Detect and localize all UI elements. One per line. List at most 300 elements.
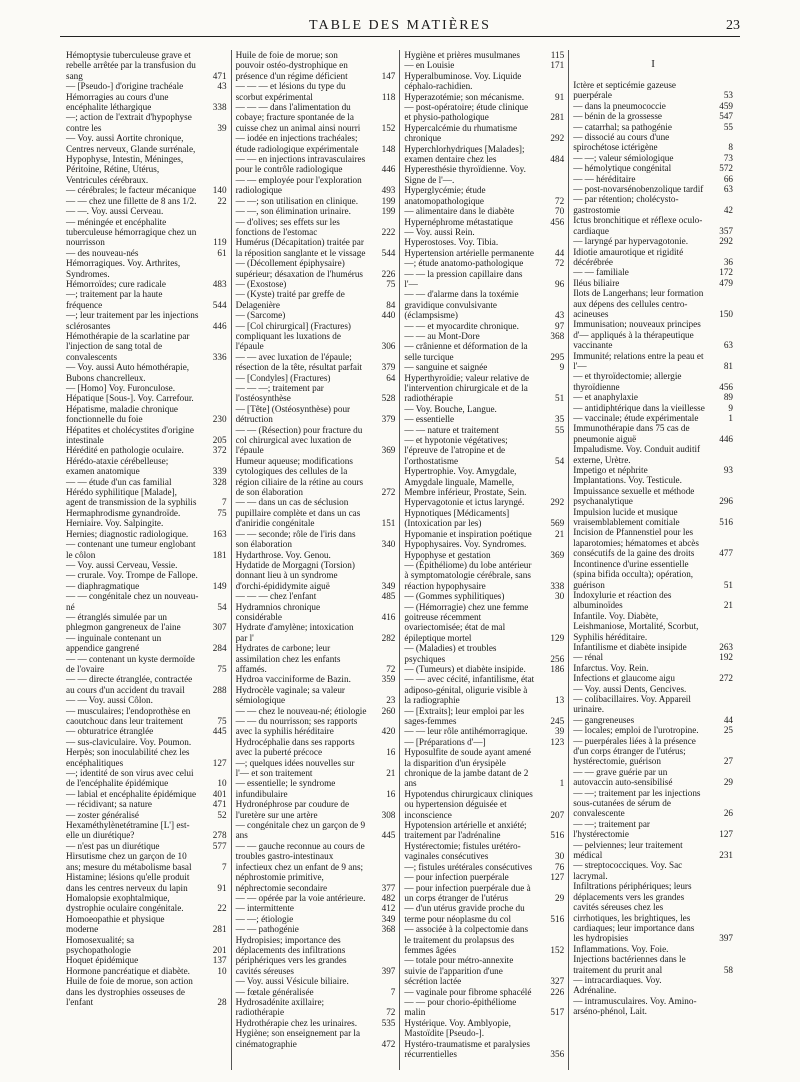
entry-term: — et anaphylaxie xyxy=(573,392,638,403)
entry-page: 70 xyxy=(555,206,565,217)
index-entry xyxy=(404,50,564,60)
entry-term: — intracardiaques. Voy. Adrénaline. xyxy=(573,974,662,996)
index-entry xyxy=(66,914,227,935)
index-entry xyxy=(66,695,227,705)
entry-term: Herniaire. Voy. Salpingite. xyxy=(66,518,164,529)
entry-page: 471 xyxy=(212,799,227,810)
entry-page: 272 xyxy=(719,673,733,684)
entry-page: 516 xyxy=(550,830,565,841)
index-entry xyxy=(404,560,564,591)
entry-term: — — la pression capillaire dans l'— xyxy=(404,268,523,289)
entry-term: — — pour chorio-épithéliome malin xyxy=(404,996,517,1018)
entry-term: — — avec cécité, infantilisme, état adiposo-génital, oligurie visible à la radiographie xyxy=(404,674,535,706)
index-entry xyxy=(573,132,733,153)
entry-term: Idiotie amaurotique et rigidité décérébrée xyxy=(573,246,684,267)
entry-page: 349 xyxy=(381,580,396,591)
index-column-2 xyxy=(231,50,400,1070)
entry-term: — (Hémorragie) chez une femme goitreuse récemment ovariectomisée; état de mal épileptique mortel xyxy=(404,601,529,643)
index-entry xyxy=(66,529,227,539)
index-entry xyxy=(66,206,227,216)
index-entry xyxy=(66,633,227,654)
entry-term: — — seconde; rôle de l'iris dans son élaboration xyxy=(235,528,356,550)
index-entry xyxy=(573,767,733,788)
index-entry xyxy=(236,560,396,591)
entry-page: 1 xyxy=(728,413,733,423)
entry-page: 397 xyxy=(719,933,733,944)
entry-term: Homosexualité; sa psychopathologie xyxy=(66,934,135,955)
entry-page: 35 xyxy=(555,414,565,425)
entry-page: 96 xyxy=(555,278,565,289)
entry-page: 42 xyxy=(723,204,733,215)
index-column-4 xyxy=(568,50,737,1070)
index-entry xyxy=(236,133,396,154)
index-entry xyxy=(404,289,564,320)
entry-term: — pour infection puerpérale xyxy=(404,872,509,883)
index-entry xyxy=(573,278,733,288)
index-entry xyxy=(66,81,227,91)
index-entry xyxy=(404,903,564,924)
entry-term: Ilots de Langerhans; leur formation aux dépens des cellules centro-acineuses xyxy=(573,288,704,319)
entry-page: 260 xyxy=(381,705,396,716)
index-entry xyxy=(66,477,227,487)
entry-term: Hypervagotonie et ictus laryngé. xyxy=(404,497,525,508)
entry-term: — —. Voy. aussi Cerveau. xyxy=(66,206,164,217)
entry-term: —; fistules urétérales consécutives xyxy=(404,861,533,872)
entry-page: 544 xyxy=(381,247,396,258)
index-entry xyxy=(236,591,396,601)
entry-page: 151 xyxy=(381,518,396,529)
index-entry xyxy=(66,487,227,508)
entry-page: 27 xyxy=(723,756,733,767)
entry-page: 416 xyxy=(381,611,396,622)
index-entry xyxy=(236,321,396,352)
index-entry xyxy=(236,425,396,456)
entry-term: — — héréditaire xyxy=(573,173,636,184)
entry-page: 284 xyxy=(212,643,227,654)
entry-term: Indoxylurie et réaction des albuminoïdes xyxy=(573,589,672,611)
index-entry xyxy=(404,674,564,705)
entry-page: 72 xyxy=(555,195,565,206)
entry-page: 25 xyxy=(723,725,733,736)
entry-term: — — chez le nouveau-né; étiologie xyxy=(235,705,367,716)
entry-page: 306 xyxy=(381,341,396,352)
index-entry xyxy=(236,841,396,893)
entry-term: — (Sarcome) xyxy=(235,310,286,321)
entry-term: Ictère et septicémie gazeuse puerpérale xyxy=(573,80,676,101)
entry-page: 263 xyxy=(719,641,733,652)
index-entry xyxy=(236,914,396,924)
entry-term: — Voy. aussi Rein. xyxy=(404,226,475,237)
index-entry xyxy=(573,184,733,194)
entry-page: 54 xyxy=(217,601,227,612)
index-entry xyxy=(236,820,396,841)
entry-page: 29 xyxy=(555,892,565,903)
entry-page: 245 xyxy=(550,716,565,726)
entry-page: 577 xyxy=(212,840,227,851)
entry-page: 51 xyxy=(723,579,733,590)
entry-term: Hydrates de carbone; leur assimilation chez les enfants affamés. xyxy=(235,643,341,674)
index-entry xyxy=(236,456,396,498)
entry-page: 39 xyxy=(217,122,227,133)
index-entry xyxy=(573,392,733,402)
index-entry xyxy=(66,185,227,195)
entry-term: Implantations. Voy. Testicule. xyxy=(573,475,682,486)
index-entry xyxy=(404,664,564,674)
entry-term: — [Col chirurgical] (Fractures) compliquant les luxations de l'épaule xyxy=(235,320,351,352)
entry-term: — Voy. aussi Vésicule biliaire. xyxy=(235,976,349,987)
entry-term: Hémoptysie tuberculeuse grave et rebelle arrêtée par la transfusion du sang xyxy=(66,50,196,81)
entry-page: 89 xyxy=(723,392,733,403)
index-entry xyxy=(573,247,733,268)
index-entry xyxy=(573,788,733,819)
index-entry xyxy=(236,674,396,684)
entry-page: 22 xyxy=(217,903,227,914)
entry-term: Huile de foie de morue; son pouvoir ostéo-dystrophique en présence d'un régime déficient xyxy=(235,50,348,81)
entry-term: — obturatrice étranglée xyxy=(66,726,154,737)
entry-term: — — directe étranglée, contractée au cours d'un accident du travail xyxy=(66,674,193,695)
page-number: 23 xyxy=(726,18,740,33)
entry-page: 137 xyxy=(212,955,227,966)
entry-term: Hydrate d'amylène; intoxication par l' xyxy=(235,622,354,643)
index-entry xyxy=(66,612,227,633)
entry-term: Hyperglycémie; étude anatomopathologique xyxy=(404,185,486,206)
entry-term: Hernies; diagnostic radiologique. xyxy=(66,528,189,539)
entry-page: 459 xyxy=(719,100,733,111)
entry-term: — d'un utérus gravide proche du terme pour néoplasme du col xyxy=(404,903,525,924)
entry-term: — diaphragmatique xyxy=(66,580,140,591)
index-entry xyxy=(404,924,564,955)
entry-page: 328 xyxy=(212,476,227,487)
index-entry xyxy=(573,465,733,475)
index-entry xyxy=(236,279,396,289)
entry-term: — —; étiologie xyxy=(235,913,294,924)
index-entry xyxy=(404,747,564,789)
entry-term: Hypotendus chirurgicaux cliniques ou hypertension déguisée et inconscience xyxy=(404,788,533,820)
entry-term: — des nouveau-nés xyxy=(66,247,139,258)
entry-term: — [Condyles] (Fractures) xyxy=(235,372,331,383)
index-entry xyxy=(573,174,733,184)
entry-term: Hygiène; son enseignement par la cinématographie xyxy=(235,1028,361,1049)
entry-term: Hydrothérapie chez les urinaires. xyxy=(235,1017,357,1028)
index-entry xyxy=(573,486,733,507)
entry-page: 359 xyxy=(381,674,396,685)
index-entry xyxy=(236,217,396,238)
index-entry xyxy=(236,935,396,977)
entry-page: 379 xyxy=(381,414,396,425)
entry-term: Infantile. Voy. Diabète, Leishmaniose, Mortalité, Scorbut, Syphilis héréditaire. xyxy=(573,610,699,642)
entry-page: 482 xyxy=(381,892,396,903)
index-entry xyxy=(66,570,227,580)
index-entry xyxy=(66,820,227,841)
entry-term: Immunité; relations entre la peau et l'— xyxy=(573,350,704,371)
entry-term: Hyperostoses. Voy. Tibia. xyxy=(404,237,499,248)
index-entry xyxy=(404,144,564,165)
entry-term: — (Maladies) et troubles psychiques xyxy=(404,643,497,664)
entry-term: Hydropisies; importance des déplacements des infiltrations périphériques vers les grandes cavités séreuses xyxy=(235,934,347,976)
entry-term: Hermaphrodisme gynandroïde. xyxy=(66,507,181,518)
index-entry xyxy=(573,975,733,996)
section-letter: I xyxy=(651,58,655,70)
entry-page: 338 xyxy=(550,580,565,591)
entry-page: 43 xyxy=(555,310,565,321)
entry-page: 368 xyxy=(550,330,565,341)
entry-page: 479 xyxy=(719,277,733,288)
index-entry xyxy=(66,841,227,851)
index-entry xyxy=(66,425,227,446)
entry-term: — étranglés simulée par un phlegmon gangreneux de l'aine xyxy=(66,611,181,633)
entry-page: 231 xyxy=(719,850,733,861)
index-entry xyxy=(404,123,564,144)
index-entry xyxy=(236,258,396,279)
index-entry xyxy=(404,206,564,216)
entry-page: 44 xyxy=(723,714,733,725)
index-entry xyxy=(573,80,733,101)
entry-page: 123 xyxy=(550,736,565,747)
entry-page: 91 xyxy=(217,882,227,893)
index-entry xyxy=(236,352,396,373)
index-entry xyxy=(66,955,227,965)
entry-page: 357 xyxy=(719,225,733,236)
index-entry xyxy=(236,383,396,404)
index-entry xyxy=(573,881,733,943)
index-entry xyxy=(573,840,733,861)
entry-term: Hyperchlorhydriques [Malades]; examen dentaire chez les xyxy=(404,143,525,165)
index-entry xyxy=(404,414,564,424)
index-entry xyxy=(573,319,733,350)
entry-term: — et hypotonie végétatives; l'épreuve de l'atropine et de l'orthostatisme xyxy=(404,435,508,466)
index-entry xyxy=(66,508,227,518)
entry-term: — puerpérales liées à la présence d'un corps étranger de l'utérus; hystérectomie, guérison xyxy=(573,735,696,767)
index-entry xyxy=(404,862,564,872)
entry-term: Hyposulfite de soude ayant amené la disparition d'un érysipèle chronique de la jambe datant de 2 ans xyxy=(404,747,531,789)
entry-term: — (Décollement épiphysaire) supérieur; désaxation de l'humérus xyxy=(235,258,363,279)
entry-term: — post-opératoire; étude clinique et physio-pathologique xyxy=(404,102,529,123)
entry-page: 129 xyxy=(550,632,565,643)
entry-term: Hyperthyroïdie; valeur relative de l'intervention chirurgicale et de la radiothérapie xyxy=(404,372,530,404)
entry-term: — Voy. Bouche, Langue. xyxy=(404,403,497,414)
entry-page: 440 xyxy=(381,310,396,321)
entry-page: 369 xyxy=(381,445,396,456)
entry-term: — Voy. aussi Aortite chronique, Centres nerveux, Glande surrénale, Hypophyse, Intestin, Méninges, Péritoine, Rétine, Utérus, Ventricules cérébraux. xyxy=(66,133,196,185)
index-entry xyxy=(404,404,564,414)
index-entry xyxy=(573,215,733,236)
entry-term: — —; traitement par les injections sous-cutanées de sérum de convalescente xyxy=(573,787,701,819)
index-entry xyxy=(573,652,733,662)
entry-page: 544 xyxy=(212,299,227,310)
index-entry xyxy=(404,706,564,727)
entry-page: 54 xyxy=(555,455,565,466)
entry-term: Hypophysaires. Voy. Syndromes. xyxy=(404,539,527,550)
entry-term: — fœtale généralisée xyxy=(235,986,314,997)
entry-page: 528 xyxy=(381,393,396,404)
index-entry xyxy=(573,423,733,444)
index-entry xyxy=(66,217,227,248)
index-entry xyxy=(236,778,396,799)
index-entry xyxy=(573,725,733,735)
index-entry xyxy=(573,590,733,611)
entry-page: 72 xyxy=(386,663,396,674)
entry-page: 369 xyxy=(550,549,565,560)
index-entry xyxy=(404,508,564,529)
index-entry xyxy=(573,663,733,673)
entry-term: — gangreneuses xyxy=(573,714,635,725)
entry-term: — catarrhal; sa pathogénie xyxy=(573,121,672,132)
entry-page: 23 xyxy=(386,695,396,706)
entry-page: 292 xyxy=(550,133,565,144)
entry-term: Hérédité en pathologie oculaire. xyxy=(66,445,184,456)
entry-term: Hystérectomie; fistules urétéro-vaginales consécutives xyxy=(404,840,521,862)
index-entry xyxy=(66,747,227,768)
entry-term: Huile de foie de morue, son action dans les dystrophies osseuses de l'enfant xyxy=(66,976,193,1007)
index-entry xyxy=(236,706,396,716)
entry-page: 76 xyxy=(555,861,565,872)
entry-page: 81 xyxy=(723,360,733,371)
entry-page: 547 xyxy=(719,111,733,122)
entry-term: Hérédo syphilitique [Malade], agent de transmission de la syphilis xyxy=(66,487,197,508)
index-entry xyxy=(236,497,396,528)
index-columns xyxy=(62,50,737,1070)
index-entry xyxy=(236,758,396,779)
entry-term: — antidiphtérique dans la vieillesse xyxy=(573,402,705,413)
entry-term: — — opérée par la voie antérieure. xyxy=(235,892,366,903)
entry-page: 401 xyxy=(212,788,227,799)
entry-term: — pelviennes; leur traitement médical xyxy=(573,839,683,861)
index-entry xyxy=(236,737,396,758)
entry-page: 356 xyxy=(550,1049,565,1059)
index-entry xyxy=(573,351,733,372)
index-entry xyxy=(573,694,733,715)
entry-term: Hémothérapie de la scarlatine par l'injection de sang total de convalescents xyxy=(66,330,190,362)
index-entry xyxy=(236,716,396,737)
entry-page: 9 xyxy=(728,402,733,413)
entry-page: 36 xyxy=(723,256,733,267)
entry-page: 397 xyxy=(381,965,396,976)
entry-term: Hépatisme, maladie chronique fonctionnelle du foie xyxy=(66,403,178,425)
entry-page: 55 xyxy=(555,424,565,435)
entry-term: Hypertension artérielle permanente xyxy=(404,247,534,258)
index-entry xyxy=(66,591,227,612)
entry-term: Hypernéphrome métastatique xyxy=(404,216,513,227)
entry-term: — — en injections intravasculaires pour le contrôle radiologique xyxy=(235,154,366,175)
index-entry xyxy=(66,872,227,893)
index-entry xyxy=(404,497,564,507)
index-entry xyxy=(573,371,733,392)
index-entry xyxy=(404,1018,564,1039)
entry-term: Hépatites et cholécystites d'origine intestinale xyxy=(66,424,194,446)
index-entry xyxy=(404,185,564,206)
index-entry xyxy=(404,841,564,862)
index-entry xyxy=(66,768,227,789)
entry-term: — — Voy. aussi Côlon. xyxy=(66,695,153,706)
entry-page: 483 xyxy=(212,278,227,289)
index-entry xyxy=(66,383,227,393)
index-entry xyxy=(236,1018,396,1028)
entry-page: 21 xyxy=(723,600,733,611)
index-entry xyxy=(236,799,396,820)
entry-term: Herpès; son inoculabilité chez les encéphalitiques xyxy=(66,747,190,768)
entry-page: 516 xyxy=(719,517,733,528)
entry-page: 127 xyxy=(212,757,227,768)
entry-term: — — dans un cas de séclusion pupillaire complète et dans un cas d'aniridie congénitale xyxy=(235,497,361,529)
entry-term: Iléus biliaire xyxy=(573,277,620,288)
entry-term: Hyperazotémie; son mécanisme. xyxy=(404,91,525,102)
entry-term: Hirsutisme chez un garçon de 10 ans; mesure du métabolisme basal xyxy=(66,851,192,872)
index-entry xyxy=(236,893,396,903)
entry-page: 278 xyxy=(212,830,227,841)
index-entry xyxy=(404,341,564,362)
index-entry xyxy=(404,248,564,258)
page-title: TABLE DES MATIÈRES xyxy=(309,18,491,33)
entry-page: 30 xyxy=(555,851,565,862)
entry-page: 147 xyxy=(381,70,396,81)
index-entry xyxy=(404,550,564,560)
entry-page: 172 xyxy=(719,267,733,278)
entry-term: — — grave guérie par un autovaccin auto-sensibilisé xyxy=(573,766,673,788)
entry-page: 127 xyxy=(550,872,565,883)
index-entry xyxy=(573,122,733,132)
entry-term: — — — et lésions du type du scorbut expérimental xyxy=(235,81,346,102)
entry-page: 150 xyxy=(719,308,733,319)
index-entry xyxy=(236,987,396,997)
index-entry xyxy=(573,507,733,528)
entry-term: — — — chez l'enfant xyxy=(235,591,317,602)
entry-term: — — —; traitement par l'ostéosynthèse xyxy=(235,383,324,404)
entry-page: 199 xyxy=(381,206,396,217)
index-entry xyxy=(573,267,733,277)
index-entry xyxy=(236,924,396,934)
index-entry xyxy=(404,362,564,372)
entry-term: Impuissance sexuelle et méthode psychanalytique xyxy=(573,485,695,507)
entry-page: 484 xyxy=(550,154,565,165)
entry-page: 372 xyxy=(212,445,227,456)
index-entry xyxy=(66,404,227,425)
index-entry xyxy=(573,163,733,173)
index-entry xyxy=(573,736,733,767)
entry-term: Hydrocèle vaginale; sa valeur sémiologique xyxy=(235,684,345,706)
entry-page: 412 xyxy=(381,903,396,914)
index-entry xyxy=(66,310,227,331)
index-entry xyxy=(404,737,564,747)
entry-term: — intermittente xyxy=(235,903,294,914)
entry-page: 307 xyxy=(212,622,227,633)
entry-page: 21 xyxy=(386,768,396,779)
entry-term: Immunisation; nouveaux principes d'— appliqués à la thérapeutique vaccinante xyxy=(573,319,701,351)
entry-term: — dans la pneumococcie xyxy=(573,100,666,111)
entry-term: Hyperesthésie thyroïdienne. Voy. Signe de l'—. xyxy=(404,164,526,185)
index-entry xyxy=(404,237,564,247)
entry-page: 75 xyxy=(386,278,396,289)
entry-page: 222 xyxy=(381,226,396,237)
entry-term: Infections et glaucome aigu xyxy=(573,673,675,684)
index-entry xyxy=(236,237,396,258)
entry-term: — [Homo] Voy. Furonculose. xyxy=(66,383,176,393)
entry-term: — streptococciques. Voy. Sac lacrymal. xyxy=(573,860,683,881)
entry-term: Hexaméthylènetétramine [L'] est-elle un diurétique? xyxy=(66,820,190,841)
entry-page: 230 xyxy=(212,414,227,425)
entry-page: 93 xyxy=(723,465,733,476)
index-entry xyxy=(236,976,396,986)
entry-term: — intramusculaires. Voy. Amino-arséno-phénol, Lait. xyxy=(573,995,697,1017)
entry-term: — — du nourrisson; ses rapports avec la syphilis héréditaire xyxy=(235,716,358,737)
entry-page: 13 xyxy=(555,695,565,706)
entry-page: 30 xyxy=(555,591,565,602)
entry-page: 9 xyxy=(559,362,565,373)
entry-page: 26 xyxy=(723,808,733,819)
index-entry xyxy=(404,321,564,331)
entry-page: 446 xyxy=(719,433,733,444)
entry-page: 72 xyxy=(386,1007,396,1018)
index-entry xyxy=(573,860,733,881)
